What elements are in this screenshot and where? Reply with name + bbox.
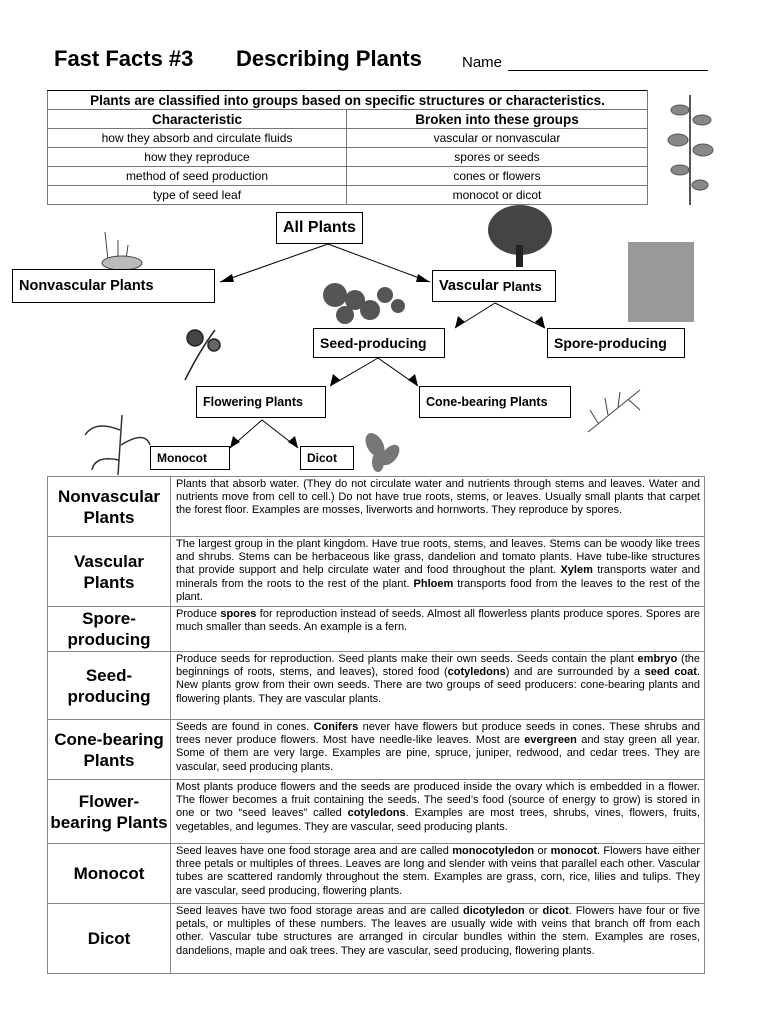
description-row [48,904,705,974]
characteristic-cell: method of seed production [48,167,347,186]
term-cell: Monocot [48,844,171,904]
characteristic-cell: how they absorb and circulate fluids [48,129,347,148]
groups-cell: vascular or nonvascular [347,129,648,148]
description-row [48,607,705,652]
moss-illustration [102,232,142,270]
definition-cell: Most plants produce flowers and the seeds are produced inside the ovary which is embedded in a flower. The flower becomes a fruit containing the seeds. The seed’s food (source of energy to grow) is stored in one or two “seed leaves” called cotyledons. Examples are most trees, shrubs, vines, flowers, fruits, vegetables, and legumes. They are vascular, seed producing plants. [171,780,705,844]
vascular-label: Vascular [439,278,499,294]
seeds-illustration [323,283,405,324]
seed-producing-box: Seed-producing [313,328,445,358]
term-cell: Seed-producing [48,652,171,720]
definition-cell: The largest group in the plant kingdom. Have true roots, stems, and leaves. Stems can be woody like trees and shrubs. Stems can be herbaceous like grass, dandelion and tomato plants. Have tube-like structures that provide support and help circulate water and food throughout the plant. Xylem transports water and minerals from the roots to the rest of the plant. Phloem transports food from the leaves to the rest of the plant. [171,537,705,607]
term-cell: Cone-bearing Plants [48,720,171,780]
descriptions-table [47,476,705,974]
dicot-leaf-illustration [362,430,404,472]
flower-illustration [185,330,220,380]
monocot-box: Monocot [150,446,230,470]
description-row [48,720,705,780]
flowering-plants-box: Flowering Plants [196,386,326,418]
description-row [48,477,705,537]
pine-branch-illustration [588,390,640,432]
description-row [48,780,705,844]
term-cell: Dicot [48,904,171,974]
term-cell: Nonvascular Plants [48,477,171,537]
corn-plant-illustration [85,415,150,475]
tree-illustration [488,205,552,267]
groups-cell: cones or flowers [347,167,648,186]
description-row [48,652,705,720]
term-cell: Flower-bearing Plants [48,780,171,844]
definition-cell: Seed leaves have one food storage area and are called monocotyledon or monocot. Flowers have either three petals or multiples of threes. Leaves are long and slender with veins that parallel each other. Vascular tubes are scattered randomly throughout the stem. Examples are grass, corn, rice, lilies and tulips. They are vascular, seed producing, flowering plants. [171,844,705,904]
characteristic-cell: how they reproduce [48,148,347,167]
groups-cell: monocot or dicot [347,186,648,205]
description-row [48,537,705,607]
name-label: Name [462,54,503,71]
dicot-box: Dicot [300,446,354,470]
spore-producing-box: Spore-producing [547,328,685,358]
term-cell: Spore-producing [48,607,171,652]
term-cell: Vascular Plants [48,537,171,607]
characteristic-header: Characteristic [48,110,347,129]
cone-bearing-plants-box: Cone-bearing Plants [419,386,571,418]
definition-cell: Seeds are found in cones. Conifers never have flowers but produce seeds in cones. These shrubs and trees never produce flowers. Most have needle-like leaves. Most are evergreen and stay green all year. Some of them are very large. Examples are pine, spruce, juniper, redwood, and cedar trees. They are vascular, seed producing plants. [171,720,705,780]
plants-label: Plants [502,278,542,294]
groups-cell: spores or seeds [347,148,648,167]
all-plants-box: All Plants [276,212,363,244]
description-row [48,844,705,904]
page-title: Describing Plants [236,46,422,71]
definition-cell: Plants that absorb water. (They do not circulate water and nutrients through stems and leaves. Water and nutrients move from cell to cell.) Do not have true roots, stems, or leaves. Usually small plants that carpet the forest floor. Examples are mosses, liverworts and hornworts. They reproduce by spores. [171,477,705,537]
definition-cell: Produce spores for reproduction instead of seeds. Almost all flowerless plants produce spores. Spores are much smaller than seeds. An example is a fern. [171,607,705,652]
nonvascular-plants-box: Nonvascular Plants [12,269,215,303]
vascular-plants-box [432,270,556,302]
characteristic-cell: type of seed leaf [48,186,347,205]
groups-header: Broken into these groups [347,110,648,129]
definition-cell: Seed leaves have two food storage areas and are called dicotyledon or dicot. Flowers have four or five petals, or multiples of these numbers. The leaves are usually wide with veins that branch off from each other. Vascular tube structures are arranged in circular bundles within the stem. Examples are roses, dandelions, maple and oak trees. They are vascular, seed producing, flowering plants. [171,904,705,974]
classification-tree-lines [0,0,770,480]
fern-photo [628,242,694,322]
worksheet-number-title: Fast Facts #3 [54,46,194,71]
definition-cell: Produce seeds for reproduction. Seed plants make their own seeds. Seeds contain the plant embryo (the beginnings of roots, stems, and leaves), stored food (cotyledons) and are surrounded by a seed coat. New plants grow from their own seeds. There are two groups of seed producers: cone-bearing plants and flowering plants. They are vascular plants. [171,652,705,720]
flowering-sprig-illustration [668,95,713,205]
classification-intro: Plants are classified into groups based on specific structures or characteristics. [48,91,648,110]
